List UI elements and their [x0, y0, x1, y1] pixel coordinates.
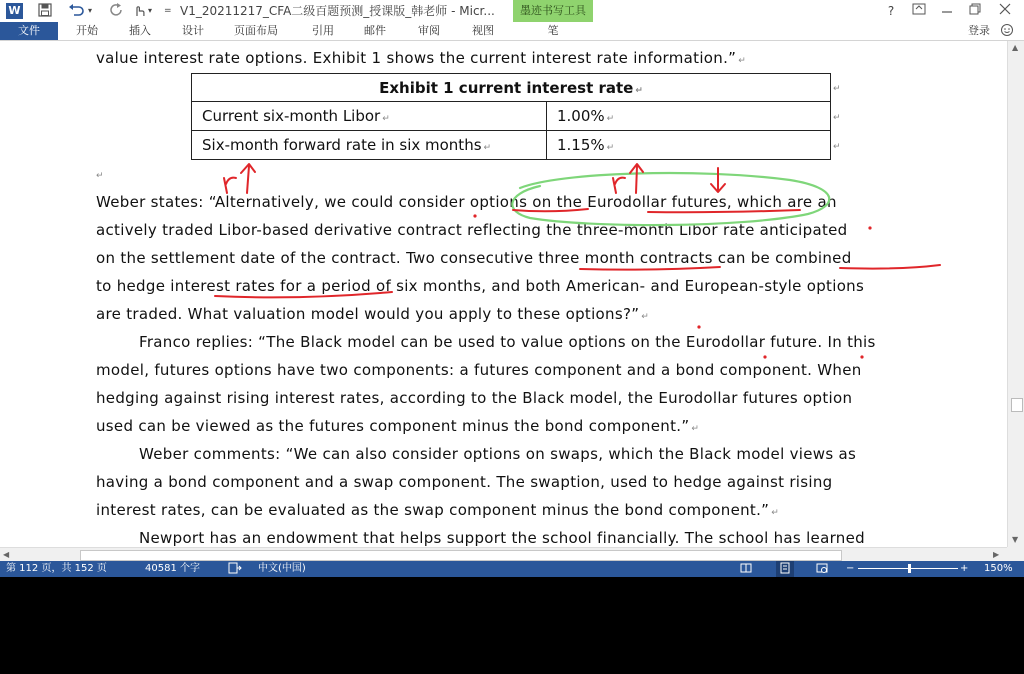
row-end-mark: ↵ — [833, 84, 841, 94]
doc-line: actively traded Libor-based derivative contract reflecting the three-month Libor rate anticipated — [96, 221, 848, 239]
tab-insert[interactable]: 插入 — [129, 24, 151, 37]
doc-line: Newport has an endowment that helps support the school financially. The school has learned — [139, 529, 865, 547]
scroll-up-icon[interactable]: ▲ — [1012, 43, 1019, 52]
tab-pen[interactable]: 笔 — [513, 22, 593, 42]
close-icon[interactable] — [994, 2, 1016, 20]
ribbon-tabs — [0, 22, 1024, 40]
language-indicator[interactable]: 中文(中国) — [258, 563, 306, 574]
customize-icon[interactable]: = — [164, 6, 172, 16]
doc-line: to hedge interest rates for a period of six months, and both American- and European-style options — [96, 277, 865, 295]
paragraph-mark: ↵ — [96, 171, 104, 181]
table-cell-value: 1.15% ↵ — [547, 131, 831, 160]
tab-mailings[interactable]: 邮件 — [364, 24, 386, 37]
zoom-level[interactable]: 150% — [984, 563, 1013, 574]
zoom-out-button[interactable]: − — [846, 563, 855, 574]
minimize-icon[interactable] — [936, 2, 958, 20]
proofing-icon[interactable] — [228, 561, 242, 577]
doc-line: are traded. What valuation model would you apply to these options?” ↵ — [96, 305, 650, 323]
tab-file[interactable]: 文件 — [0, 22, 58, 40]
ink-tools-context-tab: 墨迹书写工具 — [513, 0, 593, 22]
zoom-in-button[interactable]: + — [960, 563, 969, 574]
title-bar — [0, 0, 1024, 22]
tab-design[interactable]: 设计 — [182, 24, 204, 37]
word-icon[interactable]: W — [6, 3, 23, 19]
read-mode-icon[interactable] — [740, 561, 752, 577]
document-area[interactable] — [0, 41, 1007, 547]
horizontal-scrollbar[interactable] — [0, 547, 1007, 562]
undo-icon[interactable] — [68, 3, 84, 19]
ribbon-display-options-icon[interactable] — [908, 2, 930, 20]
touch-mode-icon[interactable] — [132, 3, 146, 19]
doc-line: Weber states: “Alternatively, we could consider options on the Eurodollar futures, which are an — [96, 193, 837, 211]
scroll-right-icon[interactable]: ▶ — [993, 550, 1000, 559]
doc-line: value interest rate options. Exhibit 1 shows the current interest rate information.” ↵ — [96, 49, 747, 67]
word-count[interactable]: 40581 个字 — [145, 563, 200, 574]
doc-line: used can be viewed as the futures component minus the bond component.” ↵ — [96, 417, 700, 435]
table-cell-value: 1.00% ↵ — [547, 102, 831, 131]
window-title: V1_20211217_CFA二级百题预测_授课版_韩老师 - Micr... — [180, 4, 495, 18]
page-count[interactable]: 第 112 页，共 152 页 — [6, 563, 107, 574]
redo-icon[interactable] — [110, 3, 124, 19]
restore-icon[interactable] — [964, 2, 986, 20]
help-button[interactable]: ? — [887, 4, 895, 18]
horizontal-scroll-thumb[interactable] — [80, 550, 842, 561]
scroll-left-icon[interactable]: ◀ — [3, 550, 10, 559]
touch-mode-dropdown-icon[interactable]: ▾ — [148, 6, 153, 15]
status-bar — [0, 561, 1024, 577]
web-layout-icon[interactable] — [816, 561, 828, 577]
tab-view[interactable]: 视图 — [472, 24, 494, 37]
table-row — [192, 102, 831, 131]
doc-line: Franco replies: “The Black model can be used to value options on the Eurodollar future. In this — [139, 333, 876, 351]
table-row — [192, 131, 831, 160]
tab-page-layout[interactable]: 页面布局 — [234, 24, 278, 37]
vertical-scroll-thumb[interactable] — [1011, 398, 1023, 412]
table-header: Exhibit 1 current interest rate ↵ — [192, 74, 831, 102]
doc-line: Weber comments: “We can also consider options on swaps, which the Black model views as — [139, 445, 857, 463]
scroll-down-icon[interactable]: ▼ — [1012, 535, 1019, 544]
doc-line: interest rates, can be evaluated as the swap component minus the bond component.” ↵ — [96, 501, 780, 519]
vertical-scrollbar[interactable] — [1007, 41, 1024, 547]
doc-line: having a bond component and a swap component. The swaption, used to hedge against rising — [96, 473, 833, 491]
undo-dropdown-icon[interactable]: ▾ — [88, 6, 93, 15]
save-icon[interactable] — [38, 3, 52, 19]
exhibit-table — [191, 73, 831, 160]
print-layout-icon[interactable] — [776, 561, 794, 577]
row-end-mark: ↵ — [833, 142, 841, 152]
smiley-icon[interactable] — [1000, 23, 1014, 39]
scrollbar-corner — [1007, 547, 1024, 561]
doc-line: on the settlement date of the contract. Two consecutive three month contracts can be combined — [96, 249, 852, 267]
zoom-slider-handle[interactable] — [908, 564, 911, 573]
table-cell-label: Six-month forward rate in six months ↵ — [192, 131, 547, 160]
tab-references[interactable]: 引用 — [312, 24, 334, 37]
table-cell-label: Current six-month Libor ↵ — [192, 102, 547, 131]
tab-review[interactable]: 审阅 — [418, 24, 440, 37]
row-end-mark: ↵ — [833, 113, 841, 123]
sign-in-link[interactable]: 登录 — [968, 24, 990, 37]
tab-home[interactable]: 开始 — [76, 24, 98, 37]
doc-line: hedging against rising interest rates, according to the Black model, the Eurodollar futures option — [96, 389, 853, 407]
doc-line: model, futures options have two components: a futures component and a bond component. When — [96, 361, 862, 379]
